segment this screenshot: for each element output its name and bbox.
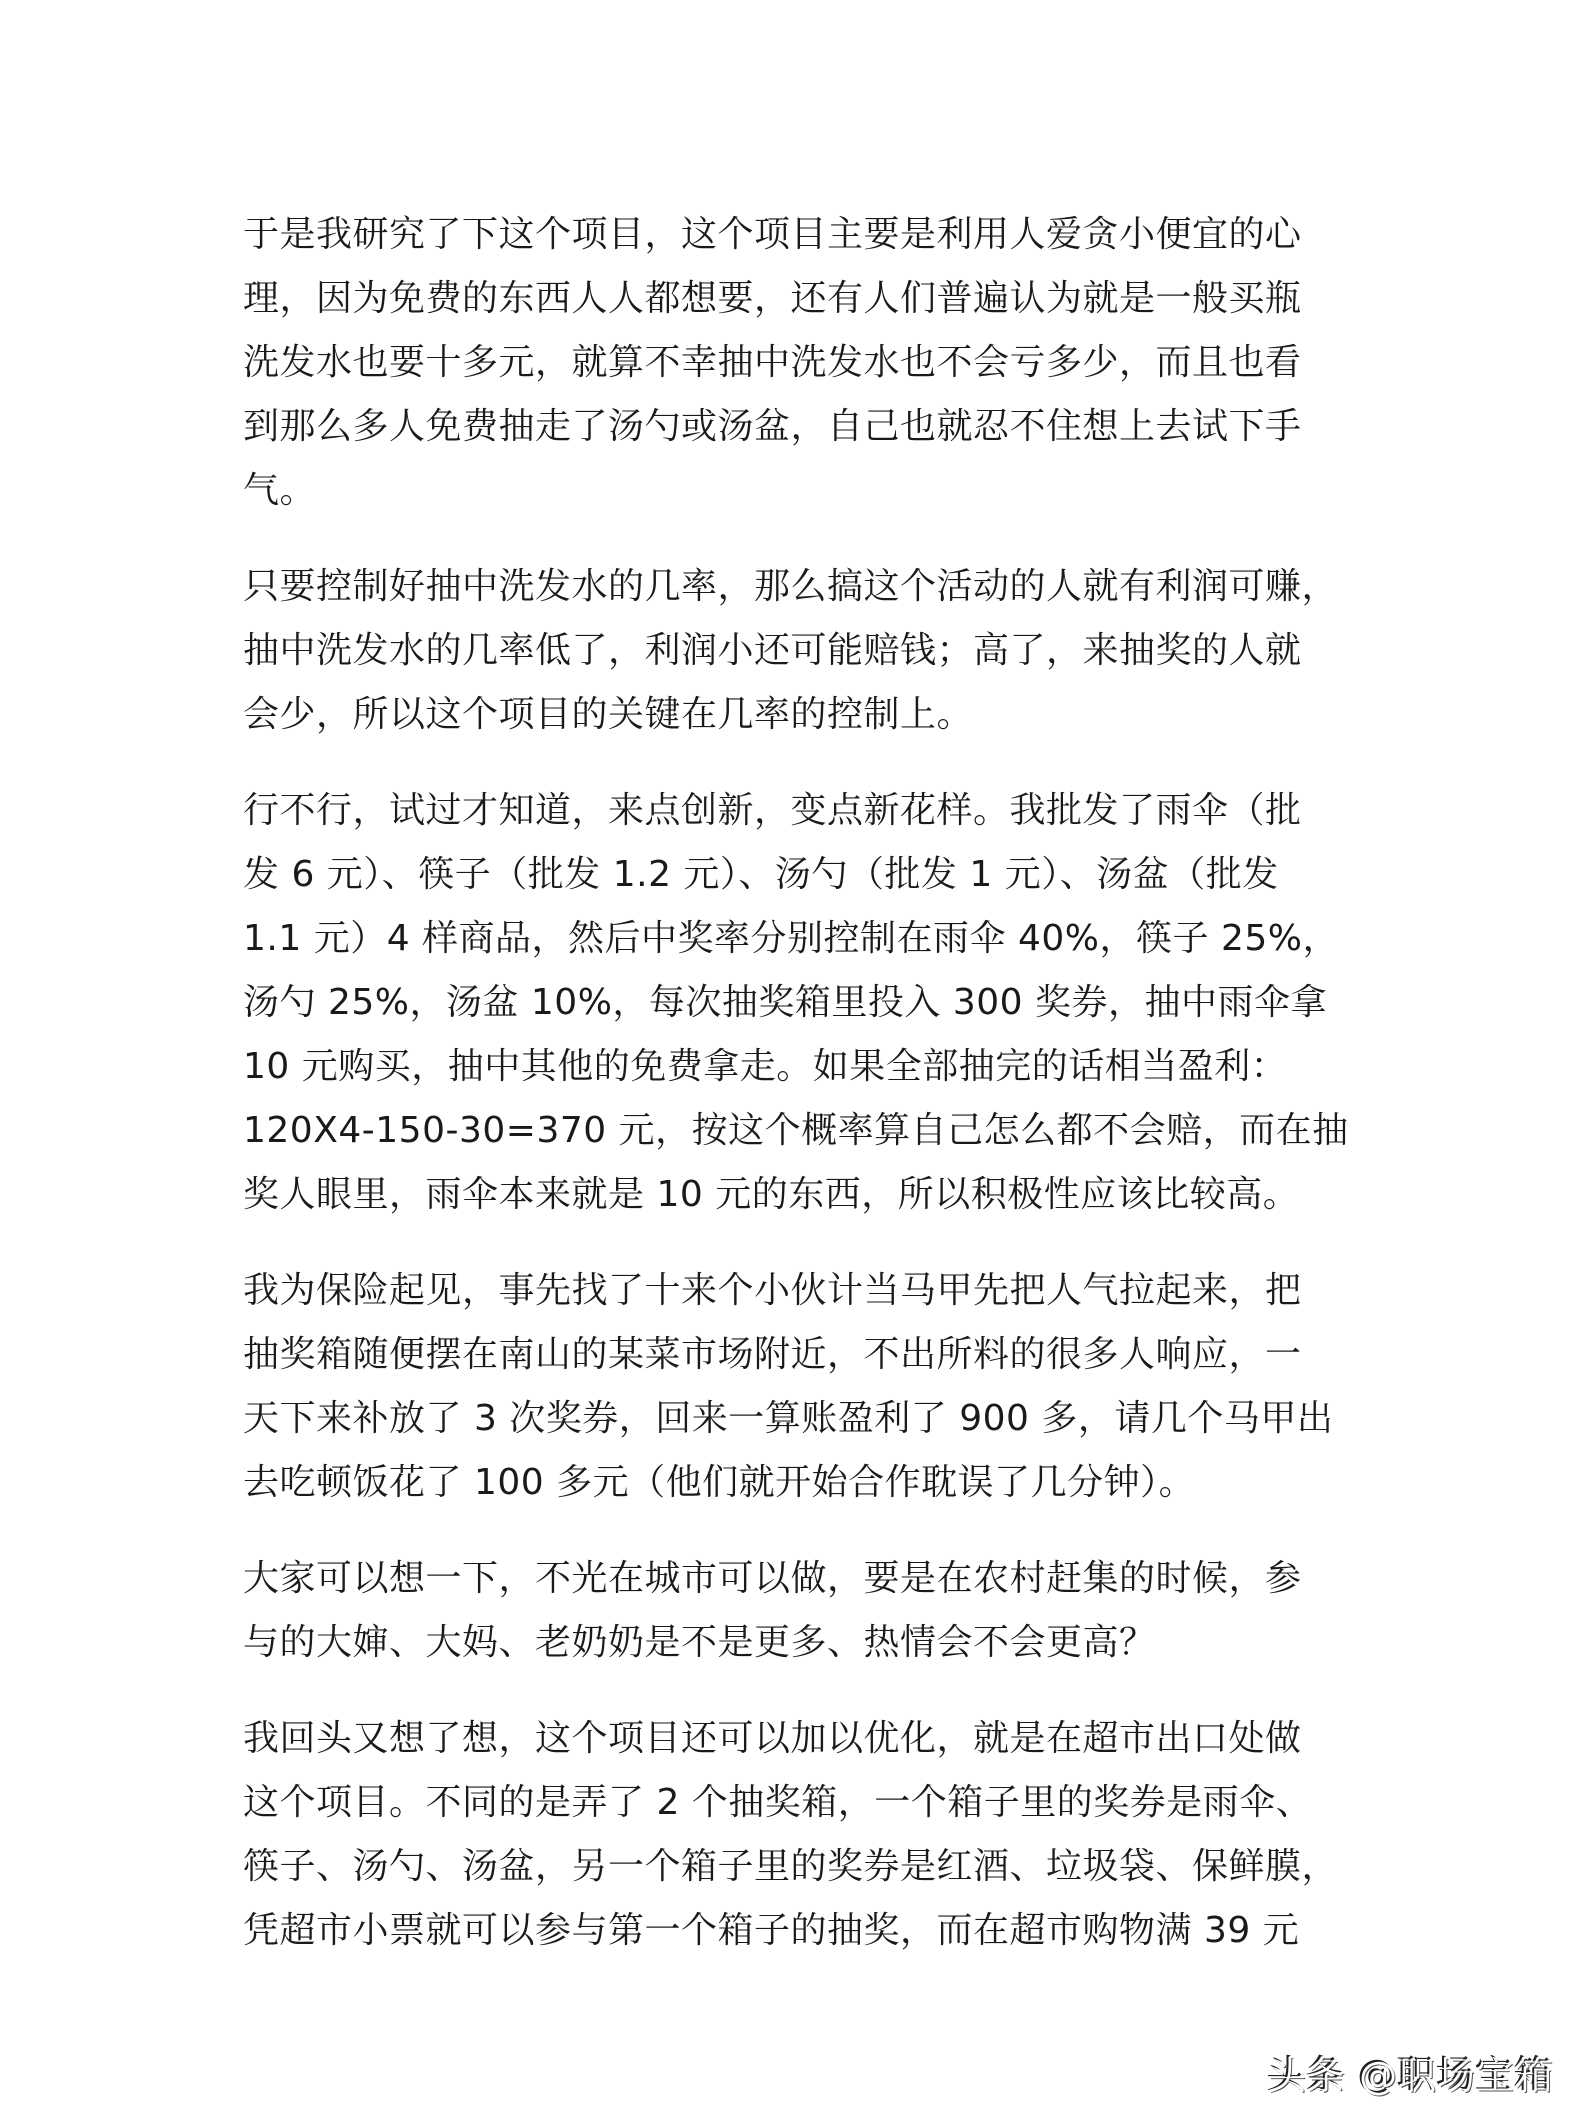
text-line: 抽奖箱随便摆在南山的某菜市场附近，不出所料的很多人响应，一 xyxy=(243,1334,1302,1375)
text-line: 这个项目。不同的是弄了 2 个抽奖箱，一个箱子里的奖券是雨伞、 xyxy=(243,1782,1313,1823)
text-line: 行不行，试过才知道，来点创新，变点新花样。我批发了雨伞（批 xyxy=(243,790,1302,831)
text-line: 会少，所以这个项目的关键在几率的控制上。 xyxy=(243,694,974,735)
text-line: 我为保险起见，事先找了十来个小伙计当马甲先把人气拉起来，把 xyxy=(243,1270,1302,1311)
watermark: 头条 @职场宝箱 xyxy=(1268,2054,1555,2098)
text-line: 奖人眼里，雨伞本来就是 10 元的东西，所以积极性应该比较高。 xyxy=(243,1174,1300,1215)
text-line: 到那么多人免费抽走了汤勺或汤盆，自己也就忍不住想上去试下手 xyxy=(243,406,1302,447)
text-line: 去吃顿饭花了 100 多元（他们就开始合作耽误了几分钟）。 xyxy=(243,1462,1196,1503)
text-line: 发 6 元）、筷子（批发 1.2 元）、汤勺（批发 1 元）、汤盆（批发 xyxy=(243,854,1279,895)
text-line: 抽中洗发水的几率低了，利润小还可能赔钱；高了，来抽奖的人就 xyxy=(243,630,1302,671)
text-line: 天下来补放了 3 次奖券，回来一算账盈利了 900 多，请几个马甲出 xyxy=(243,1398,1334,1439)
paragraph xyxy=(243,1707,1363,1963)
text-line: 10 元购买，抽中其他的免费拿走。如果全部抽完的话相当盈利： xyxy=(243,1046,1288,1087)
paragraph xyxy=(243,1259,1363,1515)
paragraph xyxy=(243,1547,1363,1675)
text-line: 1.1 元）4 样商品，然后中奖率分别控制在雨伞 40%，筷子 25%， xyxy=(243,918,1339,959)
text-line: 凭超市小票就可以参与第一个箱子的抽奖，而在超市购物满 39 元 xyxy=(243,1910,1300,1951)
text-line: 理，因为免费的东西人人都想要，还有人们普遍认为就是一般买瓶 xyxy=(243,278,1302,319)
text-line: 汤勺 25%，汤盆 10%，每次抽奖箱里投入 300 奖券，抽中雨伞拿 xyxy=(243,982,1328,1023)
text-line: 我回头又想了想，这个项目还可以加以优化，就是在超市出口处做 xyxy=(243,1718,1302,1759)
text-line: 洗发水也要十多元，就算不幸抽中洗发水也不会亏多少，而且也看 xyxy=(243,342,1302,383)
text-line: 与的大婶、大妈、老奶奶是不是更多、热情会不会更高？ xyxy=(243,1622,1156,1663)
text-line: 气。 xyxy=(243,470,317,511)
text-line: 于是我研究了下这个项目，这个项目主要是利用人爱贪小便宜的心 xyxy=(243,214,1302,255)
paragraph xyxy=(243,779,1363,1227)
article-body xyxy=(243,203,1363,1995)
text-line: 大家可以想一下，不光在城市可以做，要是在农村赶集的时候，参 xyxy=(243,1558,1302,1599)
paragraph xyxy=(243,203,1363,523)
text-line: 只要控制好抽中洗发水的几率，那么搞这个活动的人就有利润可赚， xyxy=(243,566,1339,607)
text-line: 120X4-150-30=370 元，按这个概率算自己怎么都不会赔，而在抽 xyxy=(243,1110,1349,1151)
paragraph xyxy=(243,555,1363,747)
text-line: 筷子、汤勺、汤盆，另一个箱子里的奖券是红酒、垃圾袋、保鲜膜， xyxy=(243,1846,1339,1887)
